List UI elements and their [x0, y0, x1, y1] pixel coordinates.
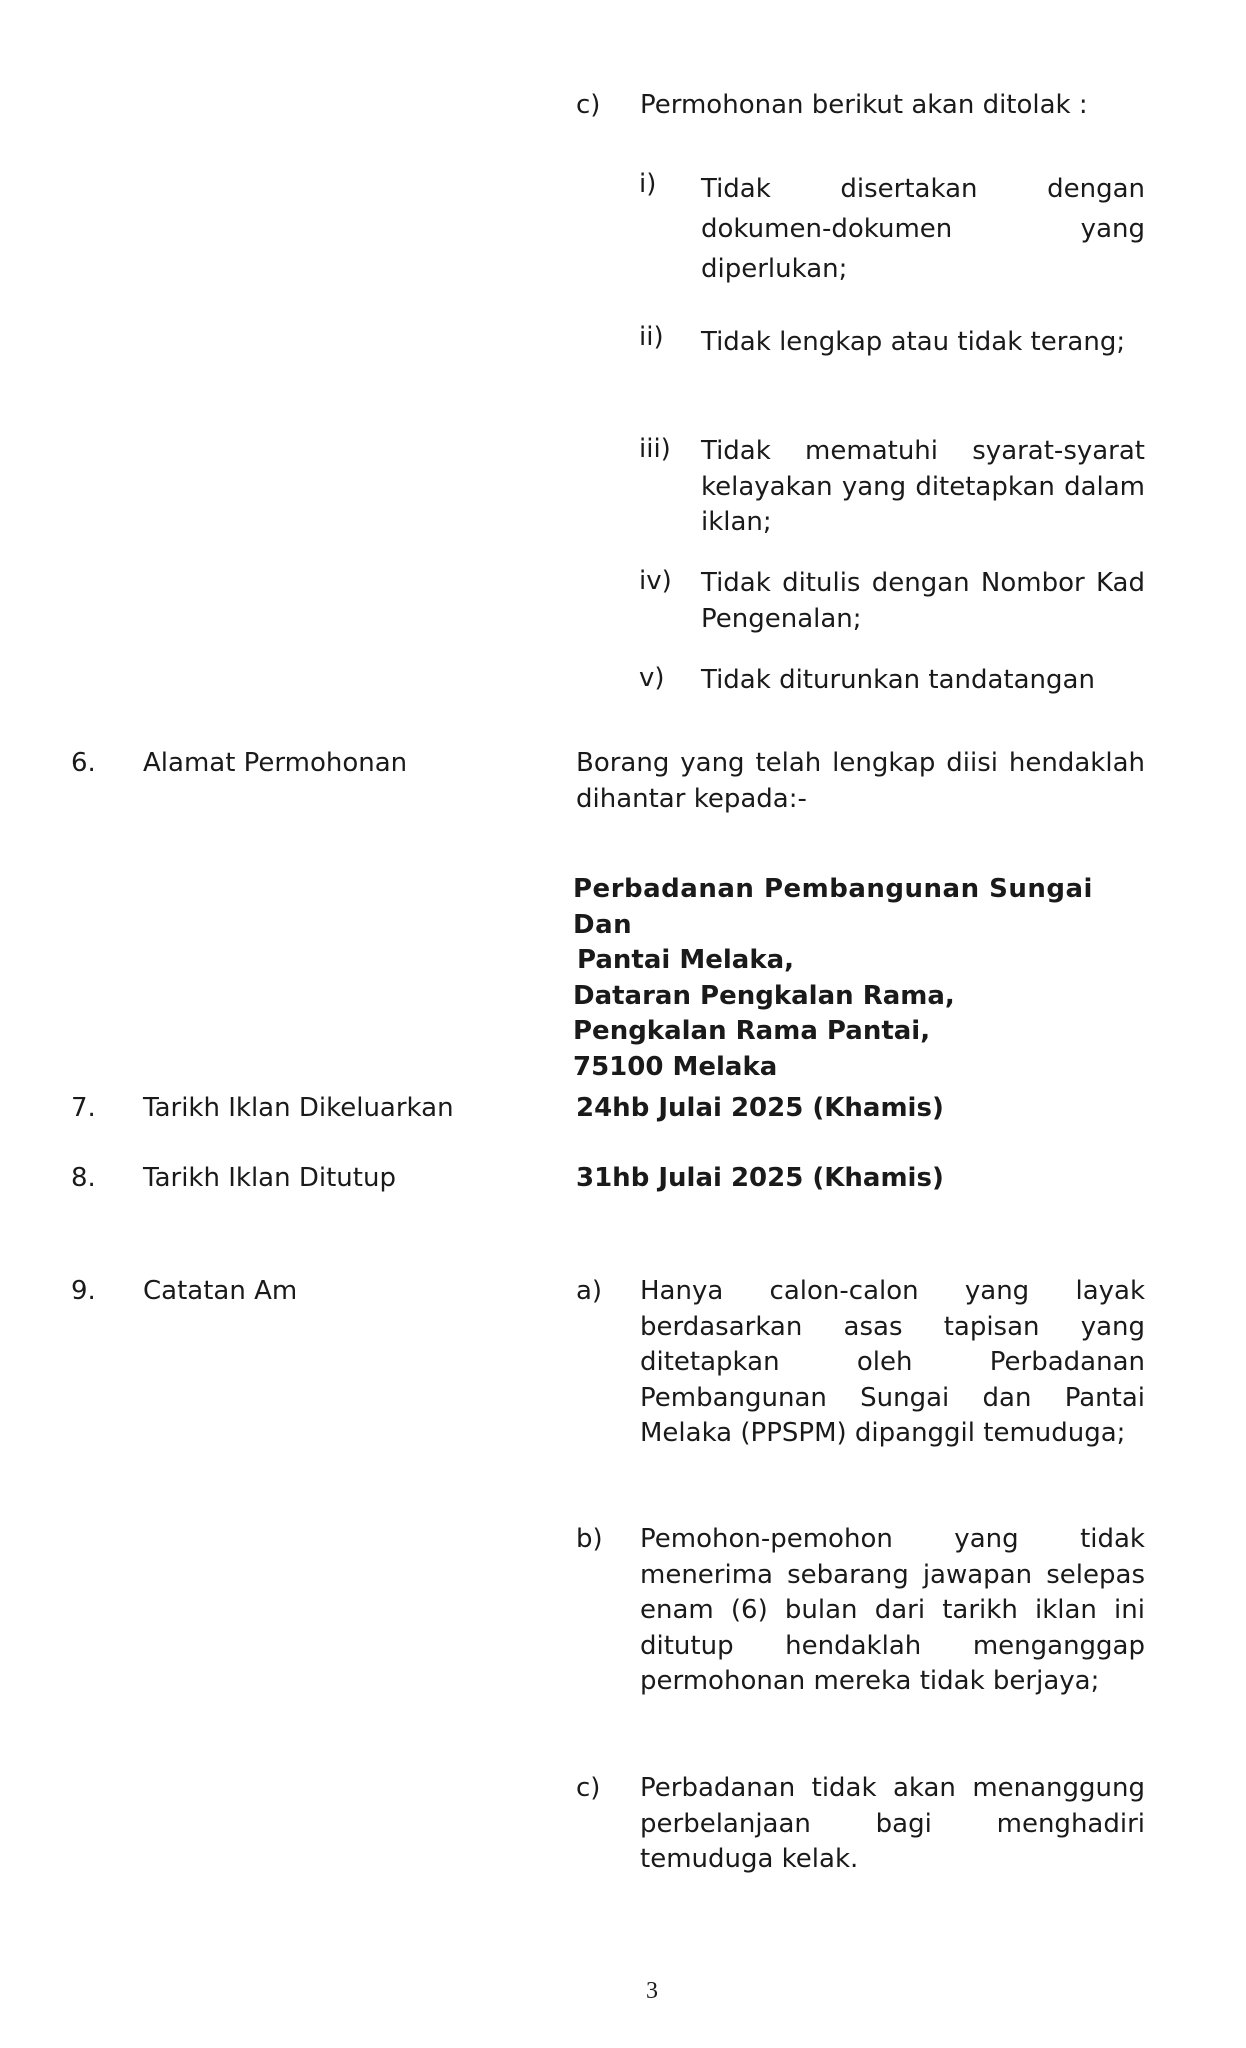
item-label: Tarikh Iklan Dikeluarkan [143, 1093, 454, 1123]
address-line: Dataran Pengkalan Rama, [573, 980, 955, 1011]
item-label: Tarikh Iklan Ditutup [143, 1163, 396, 1193]
rejection-item: Tidak ditulis dengan Nombor Kad Pengenalan; [701, 568, 1145, 634]
advert-close-date: 31hb Julai 2025 (Khamis) [576, 1163, 944, 1193]
rejection-item: Tidak lengkap atau tidak terang; [701, 327, 1126, 357]
page-number: 3 [646, 1978, 658, 2004]
item-number: 9. [71, 1276, 96, 1306]
item-label: iv) [639, 566, 672, 596]
item-label: i) [639, 169, 657, 199]
address-line: Pengkalan Rama Pantai, [573, 1016, 931, 1047]
address-line: 75100 Melaka [573, 1051, 778, 1082]
note-label: c) [576, 1773, 601, 1803]
note-label: b) [576, 1524, 603, 1554]
general-note: Pemohon-pemohon yang tidak menerima sebarang jawapan selepas enam (6) bulan dari tarikh iklan ini ditutup hendaklah menganggap permohonan mereka tidak berjaya; [640, 1524, 1145, 1697]
address-line: Pantai Melaka, [577, 945, 795, 976]
address-instruction: Borang yang telah lengkap diisi hendaklah dihantar kepada:- [576, 748, 1145, 814]
general-note: Perbadanan tidak akan menanggung perbelanjaan bagi menghadiri temuduga kelak. [640, 1773, 1145, 1875]
note-label: a) [576, 1276, 603, 1306]
advert-issue-date: 24hb Julai 2025 (Khamis) [576, 1093, 944, 1123]
item-label: ii) [639, 322, 664, 352]
address-line: Perbadanan Pembangunan Sungai Dan [573, 874, 1093, 940]
item-number: 6. [71, 748, 96, 778]
section-c-label: c) [576, 90, 601, 120]
item-label: v) [639, 663, 665, 693]
item-number: 8. [71, 1163, 96, 1193]
rejection-item: Tidak diturunkan tandatangan [701, 665, 1095, 695]
item-number: 7. [71, 1093, 96, 1123]
section-c-title: Permohonan berikut akan ditolak : [640, 90, 1088, 120]
address-block [573, 872, 1153, 1086]
item-label: Alamat Permohonan [143, 748, 408, 778]
general-note: Hanya calon-calon yang layak berdasarkan asas tapisan yang ditetapkan oleh Perbadanan Pembangunan Sungai dan Pantai Melaka (PPSPM) dipanggil temuduga; [640, 1276, 1145, 1449]
item-label: iii) [639, 434, 671, 464]
item-label: Catatan Am [143, 1276, 298, 1306]
rejection-item: Tidak mematuhi syarat-syarat kelayakan yang ditetapkan dalam iklan; [701, 436, 1145, 538]
rejection-item: Tidak disertakan dengan dokumen-dokumen yang diperlukan; [701, 174, 1145, 284]
